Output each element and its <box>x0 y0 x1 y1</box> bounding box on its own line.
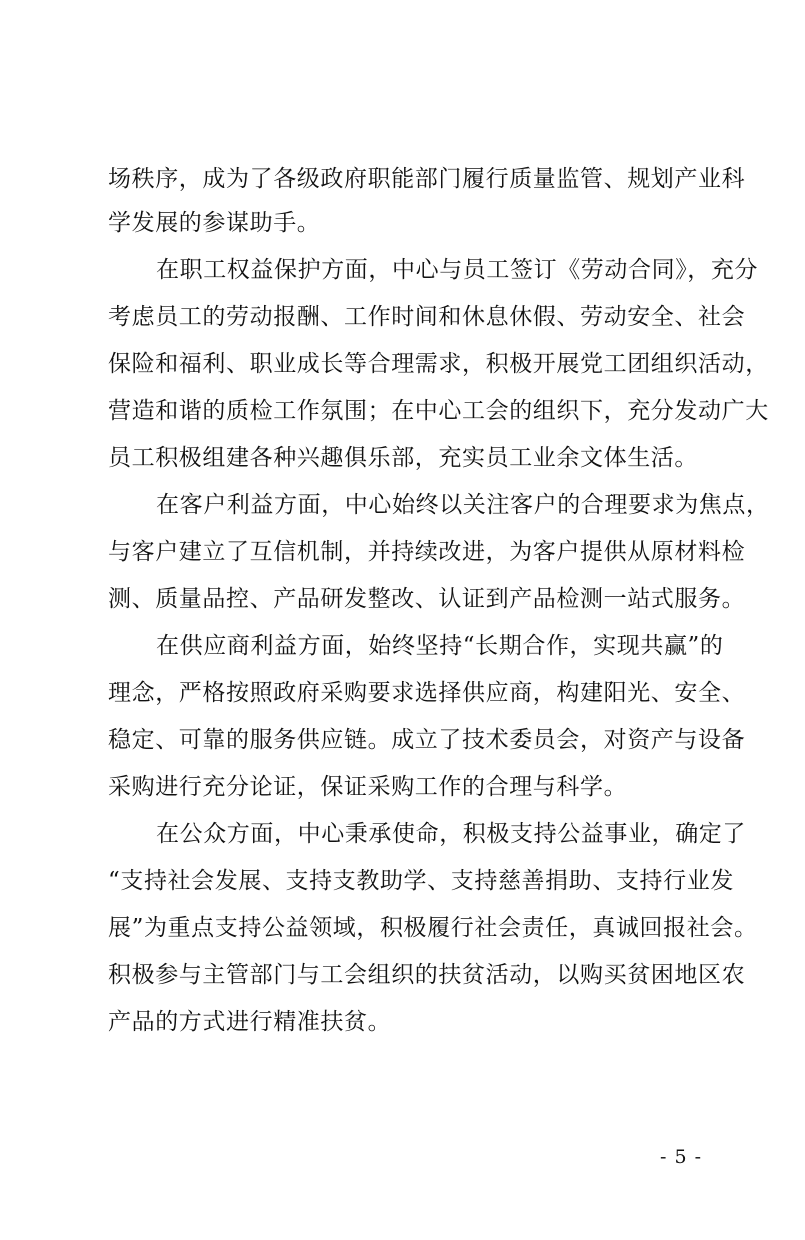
paragraph-3-line-2: 与客户建立了互信机制，并持续改进，为客户提供从原材料检 <box>108 539 746 565</box>
paragraph-5-line-4: 积极参与主管部门与工会组织的扶贫活动，以购买贫困地区农 <box>108 962 746 988</box>
paragraph-5-line-1: 在公众方面，中心秉承使命，积极支持公益事业，确定了 <box>156 821 746 847</box>
paragraph-5-line-5: 产品的方式进行精准扶贫。 <box>108 1009 392 1035</box>
paragraph-1-line-2: 学发展的参谋助手。 <box>108 210 321 236</box>
paragraph-2-line-4: 营造和谐的质检工作氛围；在中心工会的组织下，充分发动广大 <box>108 398 769 424</box>
paragraph-5-line-3: 展”为重点支持公益领域，积极履行社会责任，真诚回报社会。 <box>108 915 758 941</box>
paragraph-3-line-3: 测、质量品控、产品研发整改、认证到产品检测一站式服务。 <box>108 586 746 612</box>
paragraph-4-line-2: 理念，严格按照政府采购要求选择供应商，构建阳光、安全、 <box>108 680 746 706</box>
paragraph-2-line-3: 保险和福利、职业成长等合理需求，积极开展党工团组织活动， <box>108 351 769 377</box>
paragraph-2-line-5: 员工积极组建各种兴趣俱乐部，充实员工业余文体生活。 <box>108 445 698 471</box>
paragraph-4-line-1: 在供应商利益方面，始终坚持“长期合作，实现共赢”的 <box>156 633 724 659</box>
paragraph-2-line-1: 在职工权益保护方面，中心与员工签订《劳动合同》，充分 <box>156 257 759 283</box>
page-number: - 5 - <box>660 1146 703 1168</box>
paragraph-2-line-2: 考虑员工的劳动报酬、工作时间和休息休假、劳动安全、社会 <box>108 304 746 330</box>
paragraph-1-line-1: 场秩序，成为了各级政府职能部门履行质量监管、规划产业科 <box>108 166 746 192</box>
paragraph-4-line-4: 采购进行充分论证，保证采购工作的合理与科学。 <box>108 774 628 800</box>
paragraph-3-line-1: 在客户利益方面，中心始终以关注客户的合理要求为焦点， <box>156 492 770 518</box>
paragraph-5-line-2: “支持社会发展、支持支教助学、支持慈善捐助、支持行业发 <box>108 868 734 894</box>
paragraph-4-line-3: 稳定、可靠的服务供应链。成立了技术委员会，对资产与设备 <box>108 727 746 753</box>
